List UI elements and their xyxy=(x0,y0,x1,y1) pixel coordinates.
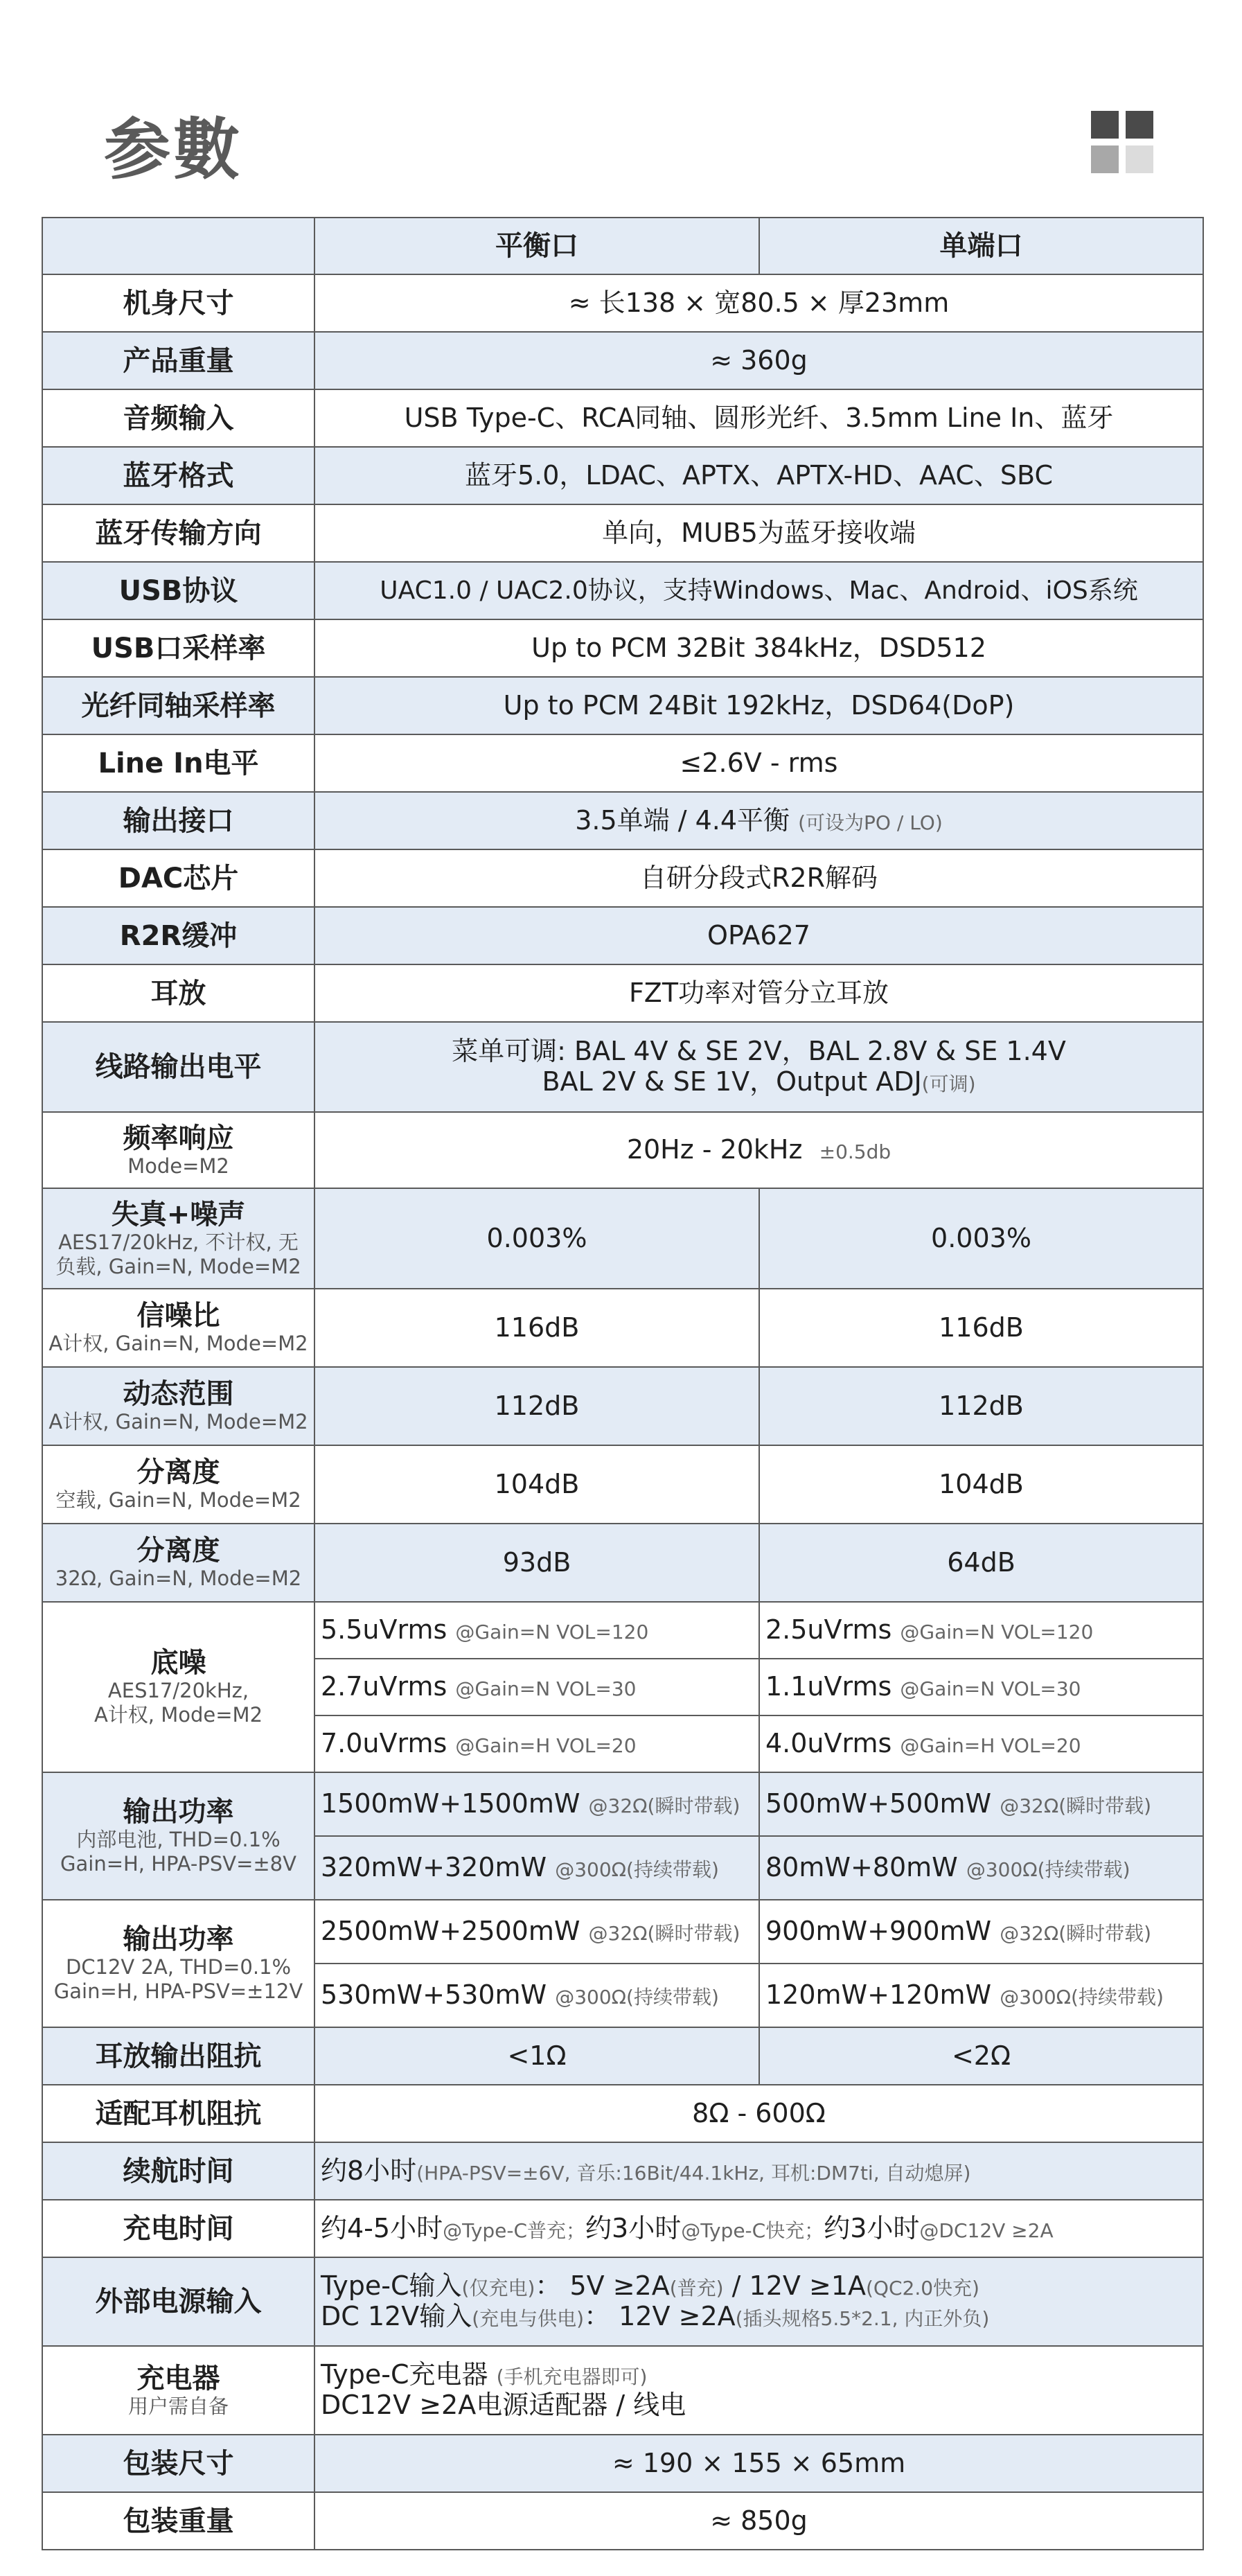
row-label xyxy=(42,1112,314,1188)
row-value xyxy=(314,1112,1203,1188)
table-row xyxy=(42,2142,1203,2200)
value-text: 500mW+500mW xyxy=(765,1788,992,1819)
table-row xyxy=(42,2257,1203,2346)
row-value: OPA627 xyxy=(314,907,1203,964)
table-row xyxy=(42,2435,1203,2492)
table-row xyxy=(42,2200,1203,2257)
single-value xyxy=(759,1602,1203,1659)
grid-logo-icon xyxy=(1091,111,1153,173)
value-note: @Gain=H VOL=20 xyxy=(455,1734,637,1758)
value-note: (QC2.0快充) xyxy=(866,2277,979,2300)
value-note: @Type-C普充； xyxy=(443,2218,586,2242)
label-sub: 内部电池, THD=0.1% xyxy=(76,1828,281,1852)
label-sub: 空载, Gain=N, Mode=M2 xyxy=(55,1488,301,1512)
single-value: 104dB xyxy=(759,1445,1203,1524)
row-label: DAC芯片 xyxy=(42,849,314,907)
value-note: (插头规格5.5*2.1, 内正外负) xyxy=(735,2307,990,2330)
label-sub: DC12V 2A, THD=0.1% xyxy=(65,1955,292,1979)
header-balanced: 平衡口 xyxy=(314,218,759,274)
table-row xyxy=(42,504,1203,562)
table-row xyxy=(42,2346,1203,2435)
value-note: @32Ω(瞬时带载) xyxy=(1000,1794,1152,1818)
table-row xyxy=(42,677,1203,734)
table-row xyxy=(42,792,1203,849)
row-value: 单向，MUB5为蓝牙接收端 xyxy=(314,504,1203,562)
value-note: (手机充电器即可) xyxy=(496,2365,648,2389)
balanced-value xyxy=(314,1900,759,1964)
row-value: USB Type-C、RCA同轴、圆形光纤、3.5mm Line In、蓝牙 xyxy=(314,389,1203,447)
label-sub: A计权, Gain=N, Mode=M2 xyxy=(48,1410,308,1434)
row-label: 外部电源输入 xyxy=(42,2257,314,2346)
row-label xyxy=(42,1524,314,1602)
row-label: 包装尺寸 xyxy=(42,2435,314,2492)
row-value: ≈ 850g xyxy=(314,2492,1203,2550)
row-label: 耳放 xyxy=(42,964,314,1022)
single-value xyxy=(759,1836,1203,1900)
row-label: Line In电平 xyxy=(42,734,314,792)
label-sub: Gain=H, HPA-PSV=±8V xyxy=(60,1852,296,1876)
value-text: DC 12V输入 xyxy=(321,2301,472,2331)
row-value xyxy=(314,2142,1203,2200)
value-text: 3.5单端 / 4.4平衡 xyxy=(575,804,790,836)
single-value xyxy=(759,1900,1203,1964)
table-row xyxy=(42,274,1203,332)
table-row xyxy=(42,2027,1203,2085)
value-text: Type-C输入 xyxy=(321,2270,462,2302)
row-label: 包装重量 xyxy=(42,2492,314,2550)
value-text: 约8小时 xyxy=(321,2155,417,2186)
value-text: 约3小时 xyxy=(585,2212,682,2243)
row-label: 耳放输出阻抗 xyxy=(42,2027,314,2085)
table-row xyxy=(42,389,1203,447)
value-text: 7.0uVrms xyxy=(321,1728,447,1759)
value-note: @Gain=N VOL=30 xyxy=(455,1677,637,1701)
balanced-value xyxy=(314,1836,759,1900)
row-label: USB协议 xyxy=(42,562,314,619)
row-label: 输出接口 xyxy=(42,792,314,849)
table-row xyxy=(42,1188,1203,1289)
value-text: 2500mW+2500mW xyxy=(321,1916,580,1947)
row-value: ≤2.6V - rms xyxy=(314,734,1203,792)
value-note: @32Ω(瞬时带载) xyxy=(1000,1922,1152,1946)
balanced-value: 112dB xyxy=(314,1367,759,1445)
table-row xyxy=(42,734,1203,792)
single-value: 112dB xyxy=(759,1367,1203,1445)
value-note: (仅充电) xyxy=(461,2277,535,2300)
table-row xyxy=(42,1367,1203,1445)
value-text: ： 12V ≥2A xyxy=(584,2301,736,2331)
value-note: ±0.5db xyxy=(819,1140,891,1164)
row-value: FZT功率对管分立耳放 xyxy=(314,964,1203,1022)
balanced-value xyxy=(314,1602,759,1659)
value-text: ： 5V ≥2A xyxy=(535,2270,670,2302)
balanced-value xyxy=(314,1964,759,2027)
value-text: 2.5uVrms xyxy=(765,1614,892,1646)
table-row xyxy=(42,332,1203,389)
row-label: 蓝牙格式 xyxy=(42,447,314,504)
value-line: 菜单可调: BAL 4V & SE 2V，BAL 2.8V & SE 1.4V xyxy=(452,1036,1066,1067)
balanced-value xyxy=(314,1715,759,1772)
table-row xyxy=(42,1524,1203,1602)
value-note: @Gain=N VOL=30 xyxy=(900,1677,1081,1701)
row-label: USB口采样率 xyxy=(42,619,314,677)
value-line xyxy=(321,2271,1197,2302)
table-row xyxy=(42,1289,1203,1367)
row-value: ≈ 190 × 155 × 65mm xyxy=(314,2435,1203,2492)
value-note: @Gain=N VOL=120 xyxy=(455,1621,649,1644)
label-sub: Mode=M2 xyxy=(127,1154,229,1178)
row-label xyxy=(42,1367,314,1445)
row-label: 机身尺寸 xyxy=(42,274,314,332)
table-row xyxy=(42,619,1203,677)
value-note: @Gain=N VOL=120 xyxy=(900,1621,1094,1644)
header-empty-cell xyxy=(42,218,314,274)
table-row xyxy=(42,1900,1203,1964)
table-row xyxy=(42,2492,1203,2550)
label-main: 输出功率 xyxy=(123,1923,234,1956)
value-line xyxy=(321,1067,1197,1097)
table-row xyxy=(42,1445,1203,1524)
value-line xyxy=(321,2360,1197,2390)
row-value xyxy=(314,2200,1203,2257)
row-value: 自研分段式R2R解码 xyxy=(314,849,1203,907)
label-main: 分离度 xyxy=(136,1535,220,1567)
row-value: 蓝牙5.0，LDAC、APTX、APTX-HD、AAC、SBC xyxy=(314,447,1203,504)
row-value: Up to PCM 32Bit 384kHz，DSD512 xyxy=(314,619,1203,677)
value-text: 2.7uVrms xyxy=(321,1671,447,1702)
value-text: 1.1uVrms xyxy=(765,1671,892,1702)
spec-table xyxy=(42,217,1204,2550)
value-note: (可调) xyxy=(921,1073,976,1095)
single-value xyxy=(759,1715,1203,1772)
label-main: 充电器 xyxy=(136,2362,220,2394)
row-label xyxy=(42,1188,314,1289)
single-value: <2Ω xyxy=(759,2027,1203,2085)
table-row xyxy=(42,447,1203,504)
table-row xyxy=(42,964,1203,1022)
balanced-value: 0.003% xyxy=(314,1188,759,1289)
table-row xyxy=(42,849,1203,907)
value-note: @32Ω(瞬时带载) xyxy=(588,1794,740,1818)
label-sub: 32Ω, Gain=N, Mode=M2 xyxy=(55,1567,302,1591)
value-note: @300Ω(持续带载) xyxy=(966,1858,1130,1882)
row-label: 蓝牙传输方向 xyxy=(42,504,314,562)
value-text: 约4-5小时 xyxy=(321,2212,443,2243)
row-value: 8Ω - 600Ω xyxy=(314,2085,1203,2142)
table-row xyxy=(42,2085,1203,2142)
label-main: 底噪 xyxy=(150,1647,206,1679)
single-value: 116dB xyxy=(759,1289,1203,1367)
value-note: @Gain=H VOL=20 xyxy=(900,1734,1081,1758)
value-text: 320mW+320mW xyxy=(321,1852,547,1883)
balanced-value: <1Ω xyxy=(314,2027,759,2085)
header-single: 单端口 xyxy=(759,218,1203,274)
table-row xyxy=(42,1022,1203,1112)
label-main: 频率响应 xyxy=(123,1122,234,1154)
row-label: 适配耳机阻抗 xyxy=(42,2085,314,2142)
row-label: R2R缓冲 xyxy=(42,907,314,964)
row-label xyxy=(42,1445,314,1524)
row-value xyxy=(314,1022,1203,1112)
label-sub: Gain=H, HPA-PSV=±12V xyxy=(53,1979,303,2003)
label-main: 输出功率 xyxy=(123,1796,234,1828)
balanced-value: 116dB xyxy=(314,1289,759,1367)
value-text: Type-C充电器 xyxy=(321,2359,488,2390)
label-main: 动态范围 xyxy=(123,1378,234,1411)
single-value: 64dB xyxy=(759,1524,1203,1602)
value-text: BAL 2V & SE 1V，Output ADJ xyxy=(542,1066,922,1097)
table-row xyxy=(42,907,1203,964)
value-note: (可设为PO / LO) xyxy=(798,811,943,834)
table-row xyxy=(42,1602,1203,1659)
label-main: 失真+噪声 xyxy=(111,1198,246,1230)
value-note: (HPA-PSV=±6V, 音乐:16Bit/44.1kHz, 耳机:DM7ti, 自动熄屏) xyxy=(416,2161,971,2185)
value-note: (充电与供电) xyxy=(472,2307,585,2330)
value-text: 80mW+80mW xyxy=(765,1852,958,1883)
value-text: / 12V ≥1A xyxy=(723,2270,866,2302)
label-main: 分离度 xyxy=(136,1456,220,1489)
value-text: 900mW+900mW xyxy=(765,1916,992,1947)
label-sub: 用户需自备 xyxy=(127,2394,229,2418)
label-sub: AES17/20kHz, 不计权, 无负载, Gain=N, Mode=M2 xyxy=(55,1230,301,1278)
value-note: @300Ω(持续带载) xyxy=(1000,1986,1164,2009)
single-value xyxy=(759,1659,1203,1715)
single-value xyxy=(759,1964,1203,2027)
value-text: 530mW+530mW xyxy=(321,1979,547,2011)
value-note: @32Ω(瞬时带载) xyxy=(588,1922,740,1946)
row-label: 音频输入 xyxy=(42,389,314,447)
row-value: UAC1.0 / UAC2.0协议，支持Windows、Mac、Android、iOS系统 xyxy=(314,562,1203,619)
row-label xyxy=(42,2346,314,2435)
table-row xyxy=(42,1772,1203,1836)
value-text: 1500mW+1500mW xyxy=(321,1788,580,1819)
row-label xyxy=(42,1289,314,1367)
row-value: ≈ 长138 × 宽80.5 × 厚23mm xyxy=(314,274,1203,332)
balanced-value xyxy=(314,1659,759,1715)
label-sub: A计权, Mode=M2 xyxy=(94,1703,263,1727)
page-title: 参數 xyxy=(104,111,242,188)
value-text: 5.5uVrms xyxy=(321,1614,447,1646)
balanced-value xyxy=(314,1772,759,1836)
row-label xyxy=(42,1772,314,1900)
single-value xyxy=(759,1772,1203,1836)
table-header-row xyxy=(42,218,1203,274)
row-label xyxy=(42,1602,314,1772)
row-value: ≈ 360g xyxy=(314,332,1203,389)
value-note: @Type-C快充； xyxy=(681,2218,824,2242)
row-label: 续航时间 xyxy=(42,2142,314,2200)
label-sub: A计权, Gain=N, Mode=M2 xyxy=(48,1332,308,1356)
row-label: 光纤同轴采样率 xyxy=(42,677,314,734)
value-note: (普充) xyxy=(669,2277,724,2300)
label-main: 信噪比 xyxy=(136,1300,220,1332)
row-label: 产品重量 xyxy=(42,332,314,389)
value-text: 约3小时 xyxy=(824,2212,920,2243)
value-text: 120mW+120mW xyxy=(765,1979,992,2011)
row-value xyxy=(314,2257,1203,2346)
value-line xyxy=(321,2302,1197,2332)
table-row xyxy=(42,1112,1203,1188)
table-row xyxy=(42,562,1203,619)
row-value: Up to PCM 24Bit 192kHz，DSD64(DoP) xyxy=(314,677,1203,734)
value-note: @300Ω(持续带载) xyxy=(555,1986,719,2009)
balanced-value: 104dB xyxy=(314,1445,759,1524)
value-text: 20Hz - 20kHz xyxy=(626,1134,803,1165)
single-value: 0.003% xyxy=(759,1188,1203,1289)
value-line: DC12V ≥2A电源适配器 / 线电 xyxy=(321,2390,686,2420)
row-label: 线路输出电平 xyxy=(42,1022,314,1112)
value-note: @300Ω(持续带载) xyxy=(555,1858,719,1882)
value-text: 4.0uVrms xyxy=(765,1728,892,1759)
value-note: @DC12V ≥2A xyxy=(919,2218,1054,2242)
label-sub: AES17/20kHz, xyxy=(107,1679,249,1703)
row-value xyxy=(314,2346,1203,2435)
row-value xyxy=(314,792,1203,849)
row-label xyxy=(42,1900,314,2027)
balanced-value: 93dB xyxy=(314,1524,759,1602)
row-label: 充电时间 xyxy=(42,2200,314,2257)
